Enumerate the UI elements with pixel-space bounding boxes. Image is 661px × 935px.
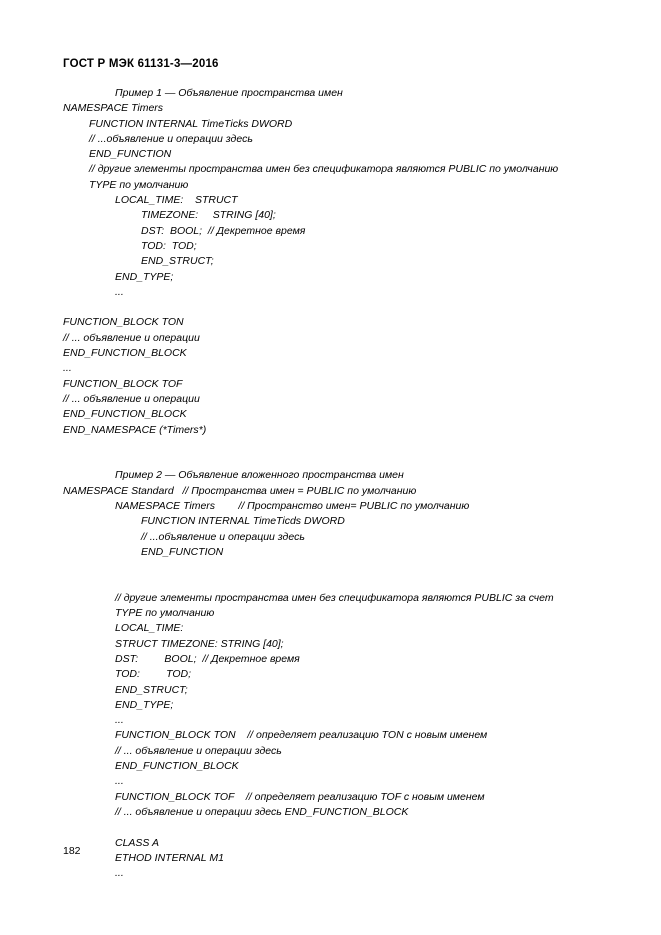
document-body — [63, 86, 603, 881]
code-line: END_FUNCTION_BLOCK — [115, 760, 239, 773]
code-line: TOD: TOD; — [141, 239, 197, 252]
code-line: // ... объявление и операции — [63, 392, 200, 405]
code-line: Пример 1 — Объявление пространства имен — [115, 87, 343, 99]
code-line: END_TYPE; — [115, 698, 174, 711]
code-line: ... — [115, 867, 124, 880]
code-line: LOCAL_TIME: — [115, 622, 184, 635]
code-line: FUNCTION INTERNAL TimeTicks DWORD — [89, 117, 293, 130]
code-line: END_STRUCT; — [141, 255, 214, 268]
code-line: STRUCT TIMEZONE: STRING [40]; — [115, 637, 284, 650]
code-line: ... — [115, 775, 124, 788]
code-line: CLASS A — [115, 836, 159, 849]
code-line: FUNCTION INTERNAL TimeTicds DWORD — [141, 515, 345, 528]
code-line: TOD: TOD; — [115, 668, 192, 681]
code-line: // другие элементы пространства имен без спецификатора являются PUBLIC за счет — [115, 591, 554, 604]
code-line: NAMESPACE Timers // Пространство имен= PUBLIC по умолчанию — [115, 500, 470, 513]
page-header-standard-title: ГОСТ Р МЭК 61131-3—2016 — [63, 58, 219, 70]
code-line: END_NAMESPACE (*Timers*) — [63, 423, 207, 436]
blank-line — [63, 438, 603, 453]
blank-line — [63, 300, 603, 315]
code-line: NAMESPACE Standard // Пространства имен = PUBLIC по умолчанию — [63, 484, 417, 497]
blank-line — [63, 560, 603, 575]
code-line: FUNCTION_BLOCK TON — [63, 316, 184, 329]
code-line: Пример 2 — Объявление вложенного пространства имен — [115, 469, 404, 482]
code-line: TYPE по умолчанию — [89, 178, 189, 191]
code-line: FUNCTION_BLOCK TOF // определяет реализацию TOF с новым именем — [115, 790, 485, 803]
code-line: TYPE по умолчанию — [115, 607, 215, 620]
code-line: // ...объявление и операции здесь — [141, 530, 305, 543]
blank-line — [63, 453, 603, 468]
blank-line — [63, 576, 603, 591]
code-line: ... — [115, 714, 124, 727]
code-line: ETHOD INTERNAL M1 — [115, 851, 224, 864]
code-line: ... — [115, 285, 124, 298]
code-line: DST: BOOL; // Декретное время — [141, 224, 306, 237]
code-line: NAMESPACE Timers — [63, 102, 164, 115]
code-line: // ...объявление и операции здесь — [89, 132, 253, 145]
code-line: ... — [63, 362, 72, 375]
code-line: END_FUNCTION — [141, 545, 224, 558]
code-line: // ... объявление и операции здесь END_FUNCTION_BLOCK — [115, 805, 409, 818]
code-line: LOCAL_TIME: STRUCT — [115, 194, 238, 207]
code-line: TIMEZONE: STRING [40]; — [141, 209, 276, 222]
code-line: FUNCTION_BLOCK TON // определяет реализацию TON с новым именем — [115, 729, 488, 742]
code-line: // другие элементы пространства имен без спецификатора являются PUBLIC по умолчанию — [89, 163, 559, 176]
blank-line — [63, 820, 603, 835]
code-line: END_TYPE; — [115, 270, 174, 283]
code-line: FUNCTION_BLOCK TOF — [63, 377, 183, 390]
code-line: END_FUNCTION_BLOCK — [63, 408, 187, 421]
code-line: DST: BOOL; // Декретное время — [115, 652, 300, 665]
code-line: END_FUNCTION_BLOCK — [63, 347, 187, 360]
code-line: END_FUNCTION — [89, 148, 172, 161]
code-line: // ... объявление и операции здесь — [115, 744, 282, 757]
code-line: // ... объявление и операции — [63, 331, 200, 344]
code-line: END_STRUCT; — [115, 683, 188, 696]
page-number: 182 — [63, 845, 81, 857]
